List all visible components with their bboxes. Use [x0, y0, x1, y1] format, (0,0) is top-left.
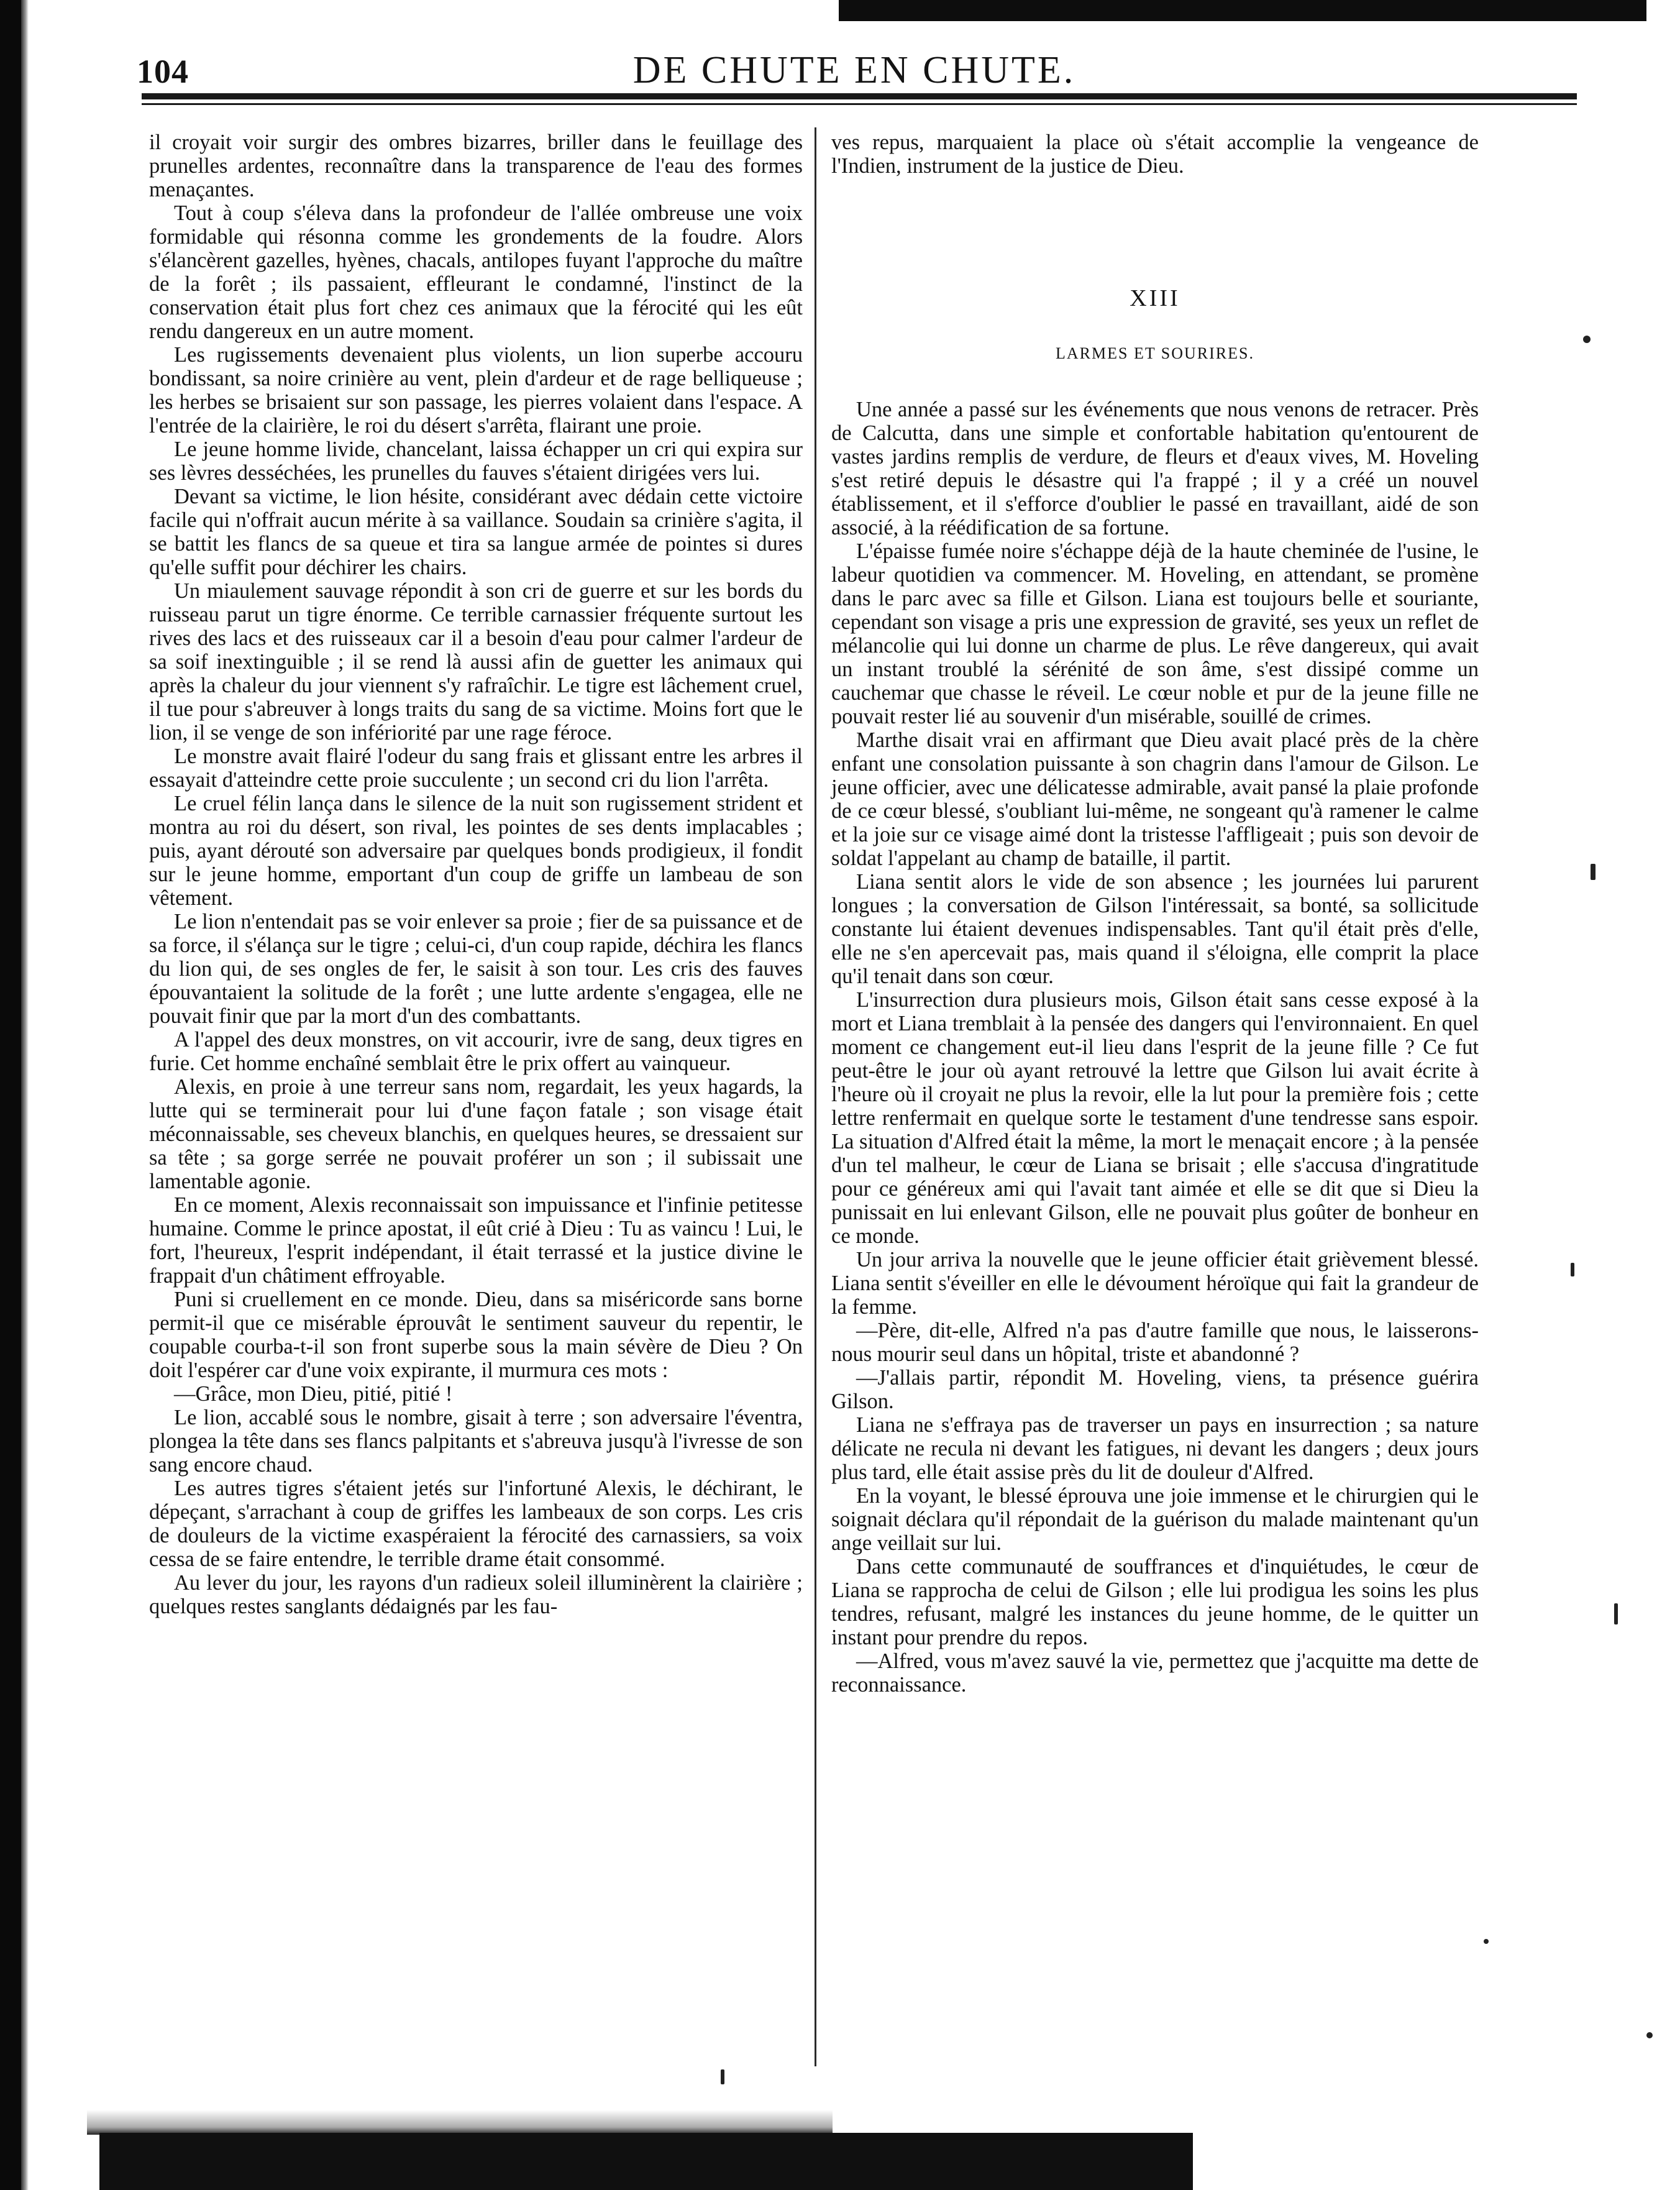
paragraph: —Père, dit-elle, Alfred n'a pas d'autre famille que nous, le laisserons-nous mourir seul dans un hôpital, triste et abandonné ?: [831, 1319, 1479, 1366]
scan-border-top: [839, 0, 1646, 21]
scan-speck: [1484, 1939, 1489, 1944]
paragraph: Un miaulement sauvage répondit à son cri de guerre et sur les bords du ruisseau parut un tigre énorme. Ce terrible carnassier fréquente surtout les rives des lacs et des ruisseaux car il a besoin d'eau pour calmer l'ardeur de sa soif inextinguible ; il se rend là aussi afin de guetter les animaux qui après la chaleur du jour viennent s'y rafraîchir. Le tigre est lâchement cruel, il tue pour s'abreuver à longs traits du sang de sa victime. Moins fort que le lion, il se venge de son infériorité par une rage féroce.: [149, 579, 803, 745]
page-number: 104: [137, 53, 189, 90]
paragraph: En ce moment, Alexis reconnaissait son impuissance et l'infinie petitesse humaine. Comme le prince apostat, il eût crié à Dieu : Tu as vaincu ! Lui, le fort, l'heureux, l'esprit indépendant, il était terrassé et la justice divine le frappait d'un châtiment effroyable.: [149, 1193, 803, 1288]
chapter-number: XIII: [1130, 285, 1180, 311]
scan-shadow-left: [21, 0, 29, 2190]
scan-speck: [1571, 1263, 1574, 1276]
scan-speck: [1591, 864, 1596, 880]
paragraph: Les autres tigres s'étaient jetés sur l'infortuné Alexis, le déchirant, le dépeçant, s'arrachant à coup de griffes les lambeaux de son corps. Les cris de douleurs de la victime exaspéraient la férocité des carnassiers, sa voix cessa de se faire entendre, le terrible drame était consommé.: [149, 1477, 803, 1571]
header-rule-thin: [142, 103, 1577, 105]
paragraph: En la voyant, le blessé éprouva une joie immense et le chirurgien qui le soignait déclara qu'il répondait de la guérison du malade maintenant qu'un ange veillait sur lui.: [831, 1484, 1479, 1555]
paragraph: L'épaisse fumée noire s'échappe déjà de la haute cheminée de l'usine, le labeur quotidien va commencer. M. Hoveling, en attendant, se promène dans le parc avec sa fille et Gilson. Liana est toujours belle et souriante, cependant son visage a pris une expression de gravité, ses yeux un reflet de mélancolie qui lui donne un charme de plus. Le rêve dangereux, qui avait un instant troublé la sérénité de son âme, s'est dissipé comme un cauchemar que chasse le réveil. Le cœur noble et pur de la jeune fille ne pouvait rester lié au souvenir d'un misérable, souillé de crimes.: [831, 539, 1479, 728]
scan-shadow-bottom: [87, 2110, 833, 2135]
scan-border-bottom: [99, 2133, 1193, 2190]
paragraph: Au lever du jour, les rayons d'un radieux soleil illuminèrent la clairière ; quelques restes sanglants dédaignés par les fau-: [149, 1571, 803, 1618]
paragraph: Le lion, accablé sous le nombre, gisait à terre ; son adversaire l'éventra, plongea la tête dans ses flancs palpitants et s'abreuva jusqu'à l'ivresse de son sang encore chaud.: [149, 1406, 803, 1477]
chapter-title: LARMES ET SOURIRES.: [1056, 344, 1254, 362]
page-header: [137, 48, 1572, 98]
paragraph: Les rugissements devenaient plus violents, un lion superbe accouru bondissant, sa noire crinière au vent, plein d'ardeur et de rage belliqueuse ; les herbes se brisaient sur son passage, les pierres volaient dans l'espace. A l'entrée de la clairière, le roi du désert s'arrêta, flairant une proie.: [149, 343, 803, 438]
paragraph: A l'appel des deux monstres, on vit accourir, ivre de sang, deux tigres en furie. Cet homme enchaîné semblait être le prix offert au vainqueur.: [149, 1028, 803, 1075]
header-rule-thick: [142, 93, 1577, 99]
paragraph: Dans cette communauté de souffrances et d'inquiétudes, le cœur de Liana se rapprocha de celui de Gilson ; elle lui prodigua les soins les plus tendres, refusant, malgré les instances du jeune homme, de le quitter un instant pour prendre du repos.: [831, 1555, 1479, 1649]
scan-speck: [1614, 1603, 1618, 1624]
paragraph: Le monstre avait flairé l'odeur du sang frais et glissant entre les arbres il essayait d'atteindre cette proie succulente ; un second cri du lion l'arrêta.: [149, 745, 803, 792]
paragraph: Un jour arriva la nouvelle que le jeune officier était grièvement blessé. Liana sentit s'éveiller en elle le dévoument héroïque qui fait la grandeur de la femme.: [831, 1248, 1479, 1319]
paragraph: —Alfred, vous m'avez sauvé la vie, permettez que j'acquitte ma dette de reconnaissance.: [831, 1649, 1479, 1697]
column-divider: [815, 127, 816, 2066]
paragraph: Marthe disait vrai en affirmant que Dieu avait placé près de la chère enfant une consolation puissante à son chagrin dans l'amour de Gilson. Le jeune officier, avec une délicatesse admirable, avait pansé la plaie profonde de ce cœur blessé, s'oubliant lui-même, ne songeant qu'à ramener le calme et la joie sur ce visage aimé dont la tristesse l'affligeait ; puis son devoir de soldat l'appelant au champ de bataille, il partit.: [831, 728, 1479, 870]
paragraph: Puni si cruellement en ce monde. Dieu, dans sa miséricorde sans borne permit-il que ce misérable éprouvât le sentiment sauveur du repentir, le coupable courba-t-il son front superbe sous la main sévère de Dieu ? On doit l'espérer car d'une voix expirante, il murmura ces mots :: [149, 1288, 803, 1382]
paragraph: il croyait voir surgir des ombres bizarres, briller dans le feuillage des prunelles ardentes, reconnaître dans la transparence de l'eau des formes menaçantes.: [149, 131, 803, 201]
left-column: [149, 131, 803, 1618]
paragraph: L'insurrection dura plusieurs mois, Gilson était sans cesse exposé à la mort et Liana tremblait à la pensée des dangers qui l'environnaient. En quel moment ce changement eut-il lieu dans l'esprit de la jeune fille ? Ce fut peut-être le jour où ayant retrouvé la lettre que Gilson lui avait écrite à l'heure où il croyait ne plus la revoir, elle la lut pour la première fois ; cette lettre renfermait en quelque sorte le testament d'une tendresse sans espoir. La situation d'Alfred était la même, la mort le menaçait encore ; à la pensée d'un tel malheur, le cœur de Liana se brisait ; elle s'accusa d'ingratitude pour ce généreux ami qui l'avait tant aimée et elle se dit que si Dieu la punissait en lui enlevant Gilson, elle ne pouvait plus goûter de bonheur en ce monde.: [831, 988, 1479, 1248]
paragraph-continuation: ves repus, marquaient la place où s'était accomplie la vengeance de l'Indien, instrument de la justice de Dieu.: [831, 131, 1479, 178]
paragraph: Le cruel félin lança dans le silence de la nuit son rugissement strident et montra au roi du désert, son rival, les pointes de ses dents implacables ; puis, ayant dérouté son adversaire par quelques bonds prodigieux, il fondit sur le jeune homme, emportant d'un coup de griffe un lambeau de son vêtement.: [149, 792, 803, 910]
paragraph: Tout à coup s'éleva dans la profondeur de l'allée ombreuse une voix formidable qui résonna comme les grondements de la foudre. Alors s'élancèrent gazelles, hyènes, chacals, antilopes fuyant l'approche du maître de la forêt ; ils passaient, effleurant le condamné, l'instinct de la conservation était plus fort chez ces animaux que la férocité qui les eût rendu dangereux en un autre moment.: [149, 201, 803, 343]
paragraph: Devant sa victime, le lion hésite, considérant avec dédain cette victoire facile qui n'offrait aucun mérite à sa vaillance. Soudain sa crinière s'agita, il se battit les flancs de sa queue et tira sa langue armée de pointes si dures qu'elle suffit pour déchirer les chairs.: [149, 485, 803, 579]
scan-speck: [1646, 2032, 1653, 2038]
paragraph: Le jeune homme livide, chancelant, laissa échapper un cri qui expira sur ses lèvres desséchées, les prunelles du fauves s'étaient dirigées vers lui.: [149, 438, 803, 485]
paragraph: Liana ne s'effraya pas de traverser un pays en insurrection ; sa nature délicate ne recula ni devant les fatigues, ni devant les dangers ; deux jours plus tard, elle était assise près du lit de douleur d'Alfred.: [831, 1413, 1479, 1484]
scan-speck: [1583, 336, 1591, 343]
scan-border-left: [0, 0, 21, 2190]
paragraph: Alexis, en proie à une terreur sans nom, regardait, les yeux hagards, la lutte qui se terminerait pour lui d'une façon fatale ; son visage était méconnaissable, ses cheveux blanchis, en quelques heures, se dressaient sur sa tête ; sa gorge serrée ne pouvait proférer un son ; il subissait une lamentable agonie.: [149, 1075, 803, 1193]
running-title: DE CHUTE EN CHUTE.: [632, 49, 1076, 91]
paragraph: Le lion n'entendait pas se voir enlever sa proie ; fier de sa puissance et de sa force, il s'élança sur le tigre ; celui-ci, d'un coup rapide, déchira les flancs du lion qui, de ses ongles de fer, le saisit à son tour. Les cris des fauves épouvantaient la solitude de la forêt ; une lutte ardente s'engagea, elle ne pouvait finir que par la mort d'un des combattants.: [149, 910, 803, 1028]
paragraph: —Grâce, mon Dieu, pitié, pitié !: [174, 1382, 453, 1406]
paragraph: —J'allais partir, répondit M. Hoveling, viens, ta présence guérira Gilson.: [831, 1366, 1479, 1413]
paragraph: Une année a passé sur les événements que nous venons de retracer. Près de Calcutta, dans une simple et confortable habitation qu'entourent de vastes jardins remplis de verdure, de fleurs et d'eaux vives, M. Hoveling s'est retiré depuis le désastre qui l'a frappé ; il y a créé un nouvel établissement, et il s'efforce d'oublier le passé en travaillant, aidé de son associé, à la réédification de sa fortune.: [831, 398, 1479, 539]
scan-speck: [721, 2069, 724, 2084]
right-column: [831, 131, 1479, 1697]
paragraph: Liana sentit alors le vide de son absence ; les journées lui parurent longues ; la conversation de Gilson l'intéressait, sa bonté, sa sollicitude constante lui étaient devenues indispensables. Tant qu'il était près d'elle, elle ne s'en apercevait pas, mais quand il s'éloigna, elle comprit la place qu'il tenait dans son cœur.: [831, 870, 1479, 988]
